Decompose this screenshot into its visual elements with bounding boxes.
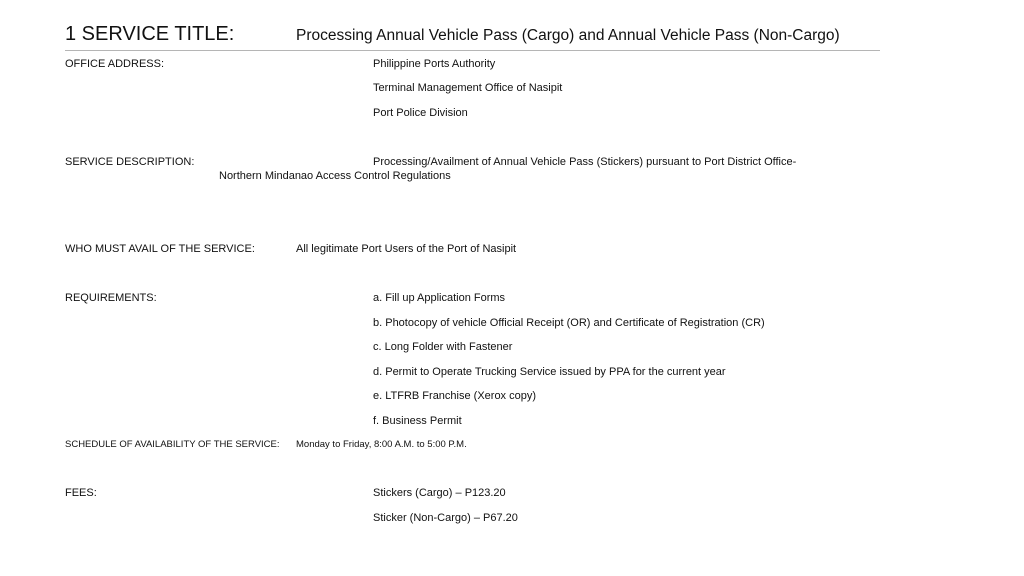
requirements-label: REQUIREMENTS:	[65, 292, 157, 304]
service-title-label: 1 SERVICE TITLE:	[65, 23, 235, 45]
office-address-line: Philippine Ports Authority	[373, 58, 496, 70]
requirement-item: d. Permit to Operate Trucking Service issued by PPA for the current year	[373, 366, 726, 378]
fee-item: Sticker (Non-Cargo) – P67.20	[373, 512, 518, 524]
requirement-item: c. Long Folder with Fastener	[373, 341, 513, 353]
fees-label: FEES:	[65, 487, 97, 499]
office-address-line: Port Police Division	[373, 107, 468, 119]
requirement-item: b. Photocopy of vehicle Official Receipt (OR) and Certificate of Registration (CR)	[373, 317, 765, 329]
service-description-line2: Northern Mindanao Access Control Regulations	[219, 170, 451, 182]
who-must-avail-label: WHO MUST AVAIL OF THE SERVICE:	[65, 243, 255, 255]
who-must-avail-value: All legitimate Port Users of the Port of Nasipit	[296, 243, 517, 255]
office-address-line: Terminal Management Office of Nasipit	[373, 82, 563, 94]
schedule-label: SCHEDULE OF AVAILABILITY OF THE SERVICE:	[65, 439, 280, 450]
title-divider	[65, 50, 880, 51]
service-description-line1: Processing/Availment of Annual Vehicle Pass (Stickers) pursuant to Port District Office-	[373, 156, 797, 168]
service-title-value: Processing Annual Vehicle Pass (Cargo) and Annual Vehicle Pass (Non-Cargo)	[296, 27, 840, 44]
requirement-item: e. LTFRB Franchise (Xerox copy)	[373, 390, 537, 402]
requirement-item: f. Business Permit	[373, 415, 462, 427]
office-address-label: OFFICE ADDRESS:	[65, 58, 165, 70]
fee-item: Stickers (Cargo) – P123.20	[373, 487, 506, 499]
service-description-label: SERVICE DESCRIPTION:	[65, 156, 195, 168]
schedule-value: Monday to Friday, 8:00 A.M. to 5:00 P.M.	[296, 439, 467, 450]
requirement-item: a. Fill up Application Forms	[373, 292, 506, 304]
